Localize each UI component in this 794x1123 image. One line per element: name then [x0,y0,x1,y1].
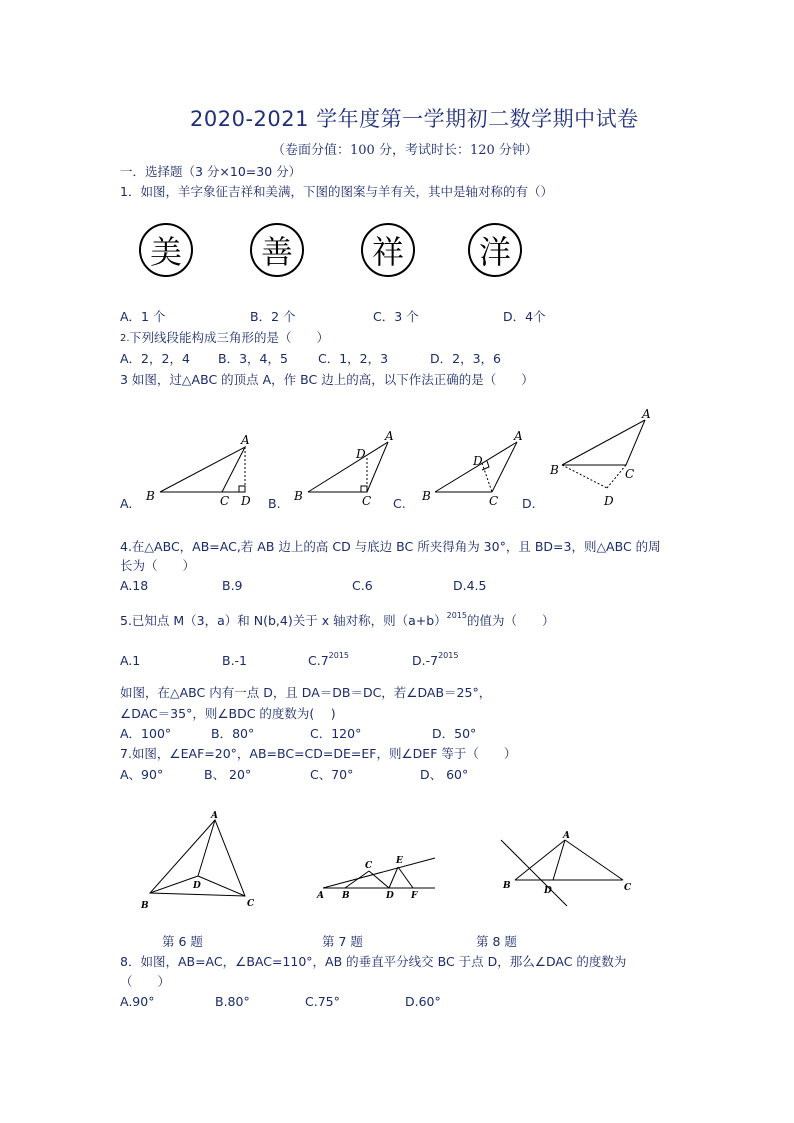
svg-text:C: C [247,899,255,909]
q5-stem-part2: 的值为（ ） [467,613,555,628]
q5-option-c [308,653,349,668]
figure-6-caption: 第 6 题 [162,934,203,949]
svg-text:A: A [563,831,570,841]
q3-stem: 3 如图，过△ABC 的顶点 A，作 BC 边上的高，以下作法正确的是（ ） [120,372,534,387]
q6-stem-line2: ∠DAC＝35°，则∠BDC 的度数为( ) [120,706,336,721]
section-heading: 一．选择题（3 分×10=30 分） [120,164,302,179]
svg-text:C: C [624,883,632,893]
q1-option-b: B．2 个 [250,309,296,324]
q1-option-d: D．4个 [503,309,546,324]
q2-option-b: B．3，4，5 [218,351,288,366]
svg-text:D: D [473,454,483,468]
q5-option-d-base: D.-7 [412,653,439,668]
svg-text:B: B [141,901,149,911]
svg-text:D: D [193,881,201,891]
q5-option-c-base: C.7 [308,653,329,668]
svg-text:A: A [385,429,394,443]
q4-stem-line1: 4.在△ABC，AB=AC,若 AB 边上的高 CD 与底边 BC 所夹得角为 30°，且 BD=3，则△ABC 的周 [120,539,661,554]
svg-text:B: B [294,489,303,503]
svg-text:A: A [317,891,324,901]
q3-label-c: C. [393,496,406,511]
q3-label-a: A. [120,496,133,511]
q6-option-d: D．50° [432,726,477,741]
q7-option-d: D、 60° [420,767,469,782]
q2-option-a: A．2，2，4 [120,351,190,366]
q3-label-d: D. [522,496,536,511]
q3-figures [110,400,670,515]
svg-text:A: A [211,811,218,821]
q6-option-b: B．80° [211,726,255,741]
q7-option-a: A、90° [120,767,164,782]
svg-text:D: D [356,447,366,461]
q8-option-a: A.90° [120,994,155,1009]
glyph-circle-1: 美 [139,223,193,277]
q2-number: 2. [120,333,130,344]
q7-option-c: C、70° [310,767,354,782]
q3-label-b: B. [268,496,281,511]
exam-info: （卷面分值：100 分，考试时长：120 分钟） [272,143,538,158]
q5-exponent: 2015 [446,611,468,620]
q8-stem-line2: （ ） [120,974,171,989]
q1-stem: 1．如图，羊字象征吉祥和美满，下图的图案与羊有关，其中是轴对称的有（） [120,184,553,199]
svg-text:D: D [544,886,552,896]
q8-option-b: B.80° [215,994,250,1009]
svg-text:E: E [396,856,403,866]
svg-text:F: F [411,891,418,901]
svg-text:C: C [625,467,635,481]
svg-text:C: C [220,494,230,508]
q5-option-c-exp: 2015 [328,651,350,660]
q6-option-a: A．100° [120,726,172,741]
svg-text:B: B [503,881,511,891]
q5-stem [120,611,555,629]
page-title: 2020-2021 学年度第一学期初二数学期中试卷 [190,107,639,131]
svg-text:A: A [514,429,523,443]
svg-text:D: D [241,494,251,508]
q8-option-c: C.75° [305,994,340,1009]
svg-text:A: A [241,433,250,447]
figure-8-caption: 第 8 题 [476,934,517,949]
glyph-circle-2: 善 [250,223,304,277]
q4-option-d: D.4.5 [453,578,487,593]
svg-text:C: C [489,494,499,508]
q5-option-d [412,653,458,668]
svg-text:A: A [642,407,651,421]
q5-stem-part1: 5.已知点 M（3，a）和 N(b,4)关于 x 轴对称，则（a+b） [120,613,447,628]
q7-stem: 7.如图，∠EAF=20°，AB=BC=CD=DE=EF，则∠DEF 等于（ ） [120,746,517,761]
svg-text:B: B [550,463,559,477]
svg-text:D: D [604,494,614,508]
svg-text:D: D [386,891,394,901]
q4-option-a: A.18 [120,578,149,593]
q8-option-d: D.60° [405,994,441,1009]
q2-stem: 下列线段能构成三角形的是（ ） [129,330,330,345]
q8-stem-line1: 8．如图，AB=AC，∠BAC=110°，AB 的垂直平分线交 BC 于点 D，那么∠DAC 的度数为 [120,954,627,969]
q4-option-b: B.9 [222,578,243,593]
q1-option-a: A．1 个 [120,309,166,324]
figure-7-caption: 第 7 题 [322,934,363,949]
q7-option-b: B、 20° [204,767,252,782]
figures-6-7-8 [135,808,655,918]
svg-text:C: C [362,494,372,508]
q4-option-c: C.6 [352,578,373,593]
q6-option-c: C．120° [310,726,362,741]
glyph-circle-4: 洋 [468,223,522,277]
svg-text:B: B [422,489,431,503]
q5-option-b: B.-1 [222,653,248,668]
q2-option-d: D．2，3，6 [430,351,501,366]
q5-option-d-exp: 2015 [438,651,459,660]
q6-stem-line1: 如图，在△ABC 内有一点 D，且 DA＝DB＝DC，若∠DAB＝25°， [120,685,492,700]
q4-stem-line2: 长为（ ） [120,558,196,573]
svg-text:B: B [342,891,350,901]
svg-text:B: B [146,489,155,503]
glyph-circle-3: 祥 [361,223,415,277]
q2-option-c: C．1，2，3 [318,351,389,366]
q1-option-c: C．3 个 [373,309,419,324]
q5-option-a: A.1 [120,653,141,668]
svg-text:C: C [365,861,373,871]
